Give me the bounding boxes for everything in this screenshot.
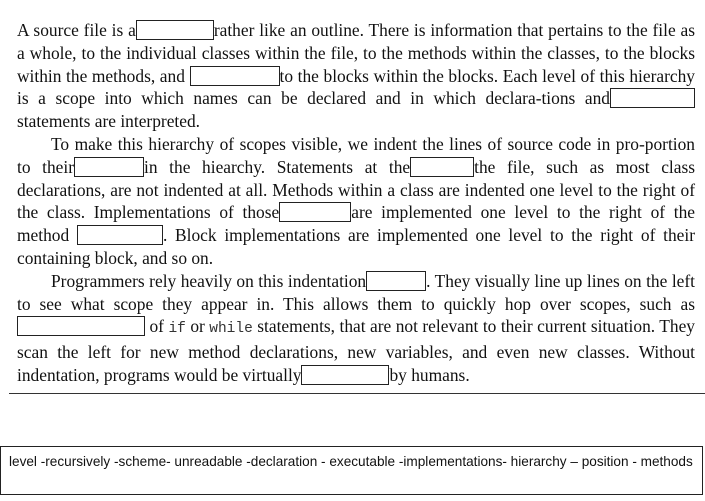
- text: or: [190, 316, 205, 337]
- blank-3[interactable]: [610, 88, 695, 108]
- paragraph-1: [17, 19, 695, 133]
- text: are implemented one level to the right of the method: [17, 202, 695, 246]
- text: statements, that are not relevant to their current situation. They scan the left for new method declarations, new variables, and even new classes. Without indentation, programs would be virtually: [17, 316, 695, 385]
- blank-8[interactable]: [366, 271, 426, 291]
- word-bank: level -recursively -scheme- unreadable -declaration - executable -implementations- hierarchy – position - methods: [0, 446, 703, 495]
- text: statements are interpreted.: [17, 111, 201, 132]
- divider: [9, 393, 705, 394]
- code-if: if: [168, 321, 186, 338]
- blank-5[interactable]: [410, 157, 474, 177]
- blank-10[interactable]: [301, 365, 389, 385]
- code-while: while: [209, 321, 253, 338]
- text: the file, such as most class declarations, are not indented at all. Methods within a class are indented one level to the right of the class. Implementations of those: [17, 156, 695, 223]
- text: of: [149, 316, 164, 337]
- text: . Block implementations are implemented one level to the right of their containing block, and so on.: [17, 225, 695, 268]
- paragraph-3: [17, 270, 695, 387]
- text: To make this hierarchy of scopes visible, we indent the lines of source code in pro-portion to their: [17, 133, 695, 177]
- text: to the blocks within the blocks. Each level of this hierarchy is a scope into which names can be declared and in which declara-tions and: [17, 65, 695, 109]
- blank-7[interactable]: [77, 225, 163, 245]
- blank-6[interactable]: [279, 202, 351, 222]
- text: A source file is a: [17, 20, 136, 40]
- text: Programmers rely heavily on this indentation: [51, 270, 367, 291]
- text: rather like an outline. There is information that pertains to the file as a whole, to the individual classes within the file, to the methods within the classes, to the blocks within the methods, and: [17, 20, 695, 86]
- text: in the hiearchy. Statements at the: [144, 156, 411, 177]
- blank-2[interactable]: [190, 66, 280, 86]
- text: . They visually line up lines on the left to see what scope they appear in. This allows them to quickly hop over scopes, such as: [17, 270, 695, 314]
- exercise-passage: [17, 19, 695, 387]
- blank-9[interactable]: [17, 316, 145, 336]
- paragraph-2: [17, 133, 695, 270]
- text: by humans.: [389, 364, 470, 385]
- blank-4[interactable]: [74, 157, 144, 177]
- blank-1[interactable]: [136, 20, 214, 40]
